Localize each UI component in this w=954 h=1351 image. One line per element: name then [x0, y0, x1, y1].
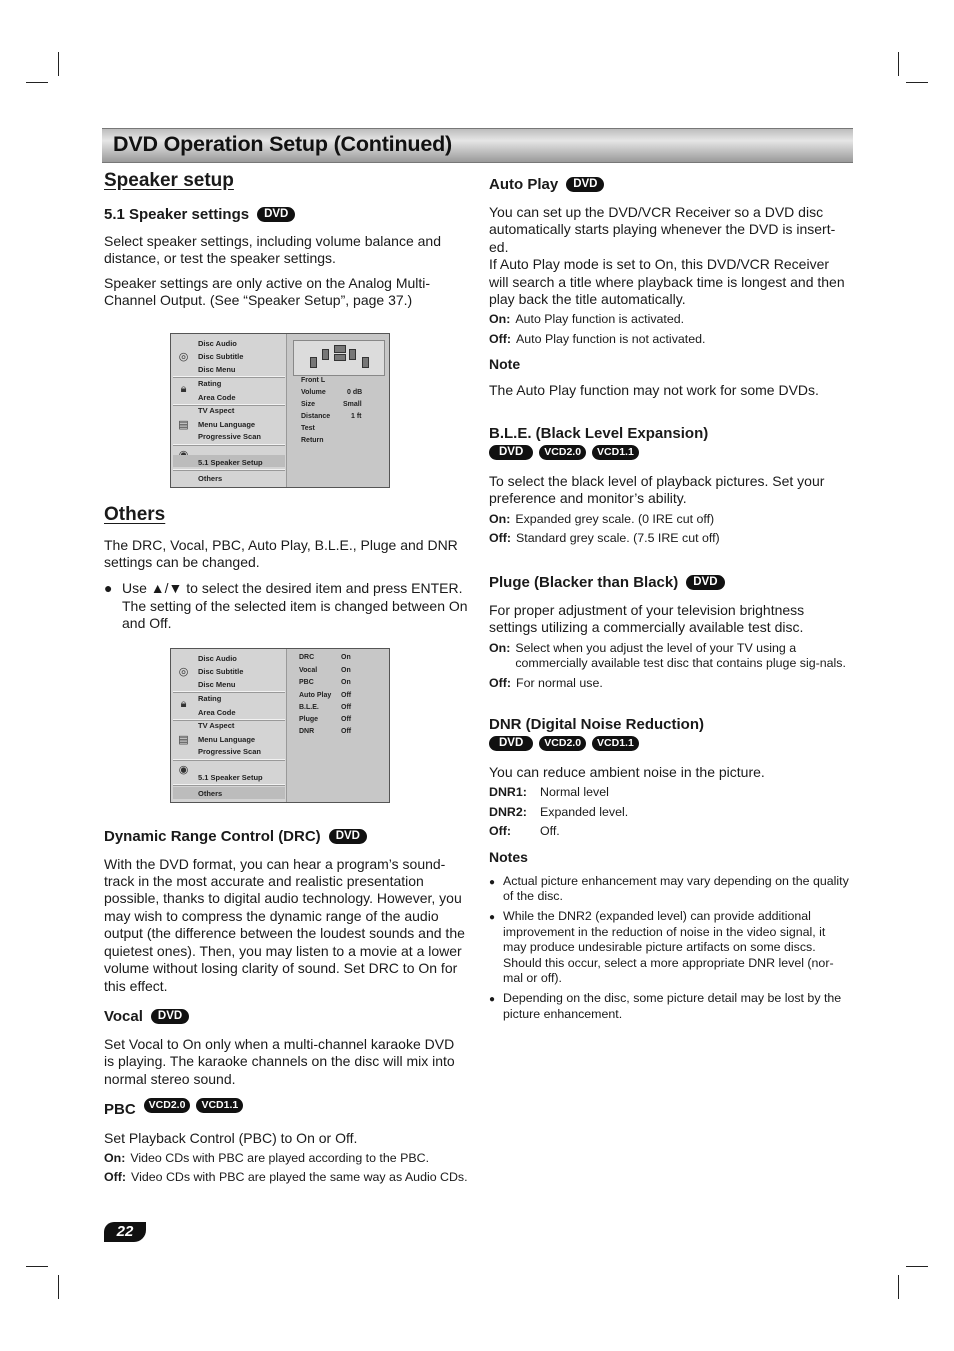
- dnr-badges: [489, 736, 849, 751]
- left-column: [104, 170, 468, 1186]
- menu-item-menu-language: Menu Language: [198, 734, 256, 744]
- menu-divider: [173, 784, 285, 786]
- menu-divider: [173, 376, 285, 378]
- speaker-setup-title: Speaker setup: [104, 170, 234, 191]
- menu-item-rating: Rating: [198, 378, 222, 388]
- speaker-settings-text: Select speaker settings, including volume balance and distance, or test the speaker settings.: [104, 233, 441, 267]
- menu-item-disc-menu: Disc Menu: [198, 679, 236, 689]
- dnr-off-key: Off:: [489, 824, 512, 839]
- ble-off-definition: [489, 531, 849, 547]
- ble-off-text: Standard grey scale. (7.5 IRE cut off): [516, 531, 720, 546]
- pluge-off-definition: [489, 676, 849, 692]
- dnr-note: [489, 874, 849, 905]
- ble-badges: [489, 445, 849, 460]
- bullet-dot: ●: [104, 580, 113, 597]
- pbc-off-text: Video CDs with PBC are played the same way as Audio CDs.: [131, 1170, 468, 1185]
- dnr-note-text: While the DNR2 (expanded level) can provide additional improvement in the reduction of noise in the video signal, it may produce undesirable picture artifacts on some discs. Should this occur, select a more appropriate DNR level (nor-mal or off).: [503, 909, 834, 986]
- dnr2-definition: [489, 805, 849, 821]
- pbc-on-text: Video CDs with PBC are played according to the PBC.: [130, 1150, 430, 1165]
- menu-item-area-code: Area Code: [198, 707, 236, 717]
- drc-heading: [104, 828, 468, 845]
- drc-text: With the DVD format, you can hear a program’s sound-track in the most accurate and realistic presentation possible, thanks to digital audio technology. However, you may wish to compress the dynamic range of the audio output (the difference between the loudest sounds and the quietest ones). Then, you may listen to a movie at a lower volume without losing clarity of sound. Set DRC to On for this effect.: [104, 855, 465, 994]
- autoplay-text-2: If Auto Play mode is set to On, this DVD/VCR Receiver will search a title where playback time is longest and then play back the title automatically.: [489, 256, 845, 308]
- vcd11-badge: VCD1.1: [196, 1098, 243, 1113]
- menu-item-disc-menu: Disc Menu: [198, 364, 236, 374]
- right-column: [489, 176, 849, 1022]
- lock-icon: 🔒︎: [180, 382, 187, 395]
- pluge-title: Pluge (Blacker than Black): [489, 574, 679, 592]
- setting-value: On: [341, 653, 351, 661]
- setting-label: Test: [301, 424, 315, 432]
- dnr2-key: DNR2:: [489, 804, 527, 819]
- menu-item-disc-audio: Disc Audio: [198, 338, 237, 348]
- autoplay-heading: [489, 176, 849, 193]
- pluge-text: For proper adjustment of your television brightness settings utilizing a commercially available test disc.: [489, 602, 805, 636]
- autoplay-note-title: Note: [489, 355, 521, 372]
- setting-value: Off: [341, 691, 352, 699]
- setting-label: B.L.E.: [299, 703, 319, 711]
- dnr2-text: Expanded level.: [540, 804, 629, 819]
- menu-divider: [173, 759, 285, 761]
- menu-item-others: Others: [198, 788, 223, 798]
- crop-mark: [898, 52, 899, 76]
- speaker-settings-note: Speaker settings are only active on the Analog Multi-Channel Output. (See “Speaker Setup”, page 37.): [104, 274, 431, 309]
- dvd-badge: DVD: [257, 207, 295, 222]
- dvd-badge: DVD: [566, 177, 604, 192]
- setting-value: 1 ft: [351, 412, 362, 420]
- setting-value: Off: [341, 727, 352, 735]
- menu-divider: [173, 444, 285, 446]
- setting-label: Distance: [301, 412, 331, 420]
- menu-item-progressive-scan: Progressive Scan: [198, 746, 261, 756]
- autoplay-title: Auto Play: [489, 176, 559, 193]
- speaker-layout-diagram: [293, 340, 385, 376]
- dnr1-key: DNR1:: [489, 785, 527, 800]
- menu-divider: [173, 469, 285, 471]
- vocal-text: Set Vocal to On only when a multi-channel karaoke DVD is playing. The karaoke channels on the disc will mix into normal stereo sound.: [104, 1035, 455, 1087]
- dnr-note: [489, 991, 849, 1022]
- lock-icon: 🔒︎: [180, 697, 187, 710]
- pbc-off-definition: [104, 1170, 468, 1186]
- menu-left-panel: [171, 334, 287, 487]
- disc-icon: ◎: [178, 665, 189, 678]
- pbc-off-key: Off:: [104, 1170, 127, 1185]
- speaker-icon: ◉: [178, 763, 189, 776]
- vcd11-badge: VCD1.1: [592, 736, 639, 751]
- crop-mark: [26, 1266, 48, 1267]
- pbc-text: Set Playback Control (PBC) to On or Off.: [104, 1130, 358, 1147]
- setting-label: Return: [301, 436, 324, 444]
- menu-item-disc-subtitle: Disc Subtitle: [198, 351, 244, 361]
- setting-value: Off: [341, 715, 352, 723]
- setting-value: 0 dB: [347, 388, 363, 396]
- page-number: 22: [104, 1222, 146, 1242]
- crop-mark: [898, 1275, 899, 1299]
- pluge-off-key: Off:: [489, 676, 512, 691]
- autoplay-on-key: On:: [489, 312, 511, 327]
- dnr-note-text: Depending on the disc, some picture detail may be lost by the picture enhancement.: [503, 990, 842, 1021]
- pluge-off-text: For normal use.: [516, 676, 603, 691]
- setting-label: Volume: [301, 388, 326, 396]
- others-bullet-text: Use ▲/▼ to select the desired item and press ENTER. The setting of the selected item is changed between On and Off.: [122, 580, 468, 632]
- ble-text: To select the black level of playback pictures. Set your preference and monitor’s ability.: [489, 473, 825, 507]
- pbc-heading: [104, 1101, 468, 1118]
- pbc-on-definition: [104, 1151, 468, 1167]
- autoplay-off-text: Auto Play function is not activated.: [516, 332, 706, 347]
- menu-item-menu-language: Menu Language: [198, 419, 256, 429]
- dvd-badge: DVD: [329, 829, 367, 844]
- dvd-badge: DVD: [489, 736, 533, 751]
- dnr-text: You can reduce ambient noise in the picture.: [489, 763, 765, 780]
- crop-mark: [58, 1275, 59, 1299]
- page-header: [102, 128, 853, 163]
- menu-left-panel: [171, 649, 287, 802]
- autoplay-off-key: Off:: [489, 332, 512, 347]
- others-menu-screen: [170, 648, 390, 803]
- menu-item-speaker-setup: 5.1 Speaker Setup: [198, 457, 263, 467]
- crop-mark: [906, 82, 928, 83]
- autoplay-on-definition: [489, 312, 849, 328]
- vcd11-badge: VCD1.1: [592, 445, 639, 460]
- speaker-settings-heading: [104, 206, 468, 223]
- others-text: The DRC, Vocal, PBC, Auto Play, B.L.E., Pluge and DNR settings can be changed.: [104, 536, 458, 571]
- dvd-badge: DVD: [686, 575, 724, 590]
- setting-label: Auto Play: [299, 691, 332, 699]
- crop-mark: [58, 52, 59, 76]
- menu-item-tv-aspect: TV Aspect: [198, 720, 235, 730]
- dnr-title: DNR (Digital Noise Reduction): [489, 715, 705, 733]
- pbc-on-key: On:: [104, 1150, 126, 1165]
- vcd20-badge: VCD2.0: [144, 1098, 191, 1113]
- tv-icon: ▤: [178, 733, 189, 746]
- setting-value: On: [341, 678, 351, 686]
- setting-label: PBC: [299, 678, 314, 686]
- menu-item-rating: Rating: [198, 693, 222, 703]
- ble-off-key: Off:: [489, 531, 512, 546]
- setting-label: DNR: [299, 727, 315, 735]
- vcd20-badge: VCD2.0: [539, 445, 586, 460]
- crop-mark: [906, 1266, 928, 1267]
- pbc-title: PBC: [104, 1101, 136, 1119]
- drc-title: Dynamic Range Control (DRC): [104, 827, 321, 845]
- ble-on-text: Expanded grey scale. (0 IRE cut off): [515, 511, 715, 526]
- setting-label: Vocal: [299, 666, 318, 674]
- autoplay-off-definition: [489, 332, 849, 348]
- menu-item-disc-audio: Disc Audio: [198, 653, 237, 663]
- others-bullet: [104, 580, 468, 632]
- setting-value: On: [341, 666, 351, 674]
- setting-value: Off: [341, 703, 352, 711]
- menu-right-panel: [287, 649, 389, 802]
- dnr-note: [489, 909, 849, 987]
- bullet-dot: ●: [489, 876, 496, 888]
- pbc-badges: [144, 1098, 244, 1113]
- dnr1-definition: [489, 785, 849, 801]
- speaker-settings-title: 5.1 Speaker settings: [104, 206, 250, 223]
- ble-title: B.L.E. (Black Level Expansion): [489, 425, 709, 443]
- menu-item-area-code: Area Code: [198, 392, 236, 402]
- page-title: DVD Operation Setup (Continued): [113, 132, 452, 156]
- pluge-on-definition: [489, 641, 849, 672]
- pluge-on-key: On:: [489, 640, 511, 655]
- bullet-dot: ●: [489, 993, 496, 1005]
- pluge-on-text: Select when you adjust the level of your TV using a commercially available test disc that contains pluge sig-nals.: [515, 640, 846, 671]
- speaker-setup-menu-screen: [170, 333, 390, 488]
- disc-icon: ◎: [178, 350, 189, 363]
- menu-item-disc-subtitle: Disc Subtitle: [198, 666, 244, 676]
- dnr-off-text: Off.: [540, 824, 560, 839]
- vocal-heading: [104, 1008, 468, 1025]
- dnr-note-text: Actual picture enhancement may vary depending on the quality of the disc.: [503, 873, 849, 904]
- setting-label: Front L: [301, 376, 326, 384]
- ble-on-definition: [489, 512, 849, 528]
- setting-label: DRC: [299, 653, 315, 661]
- menu-highlight: [173, 787, 285, 799]
- dvd-badge: DVD: [489, 445, 533, 460]
- menu-item-others: Others: [198, 473, 223, 483]
- autoplay-note-text: The Auto Play function may not work for some DVDs.: [489, 381, 819, 398]
- pluge-heading: [489, 574, 849, 591]
- menu-divider: [173, 691, 285, 693]
- menu-item-speaker-setup: 5.1 Speaker Setup: [198, 772, 263, 782]
- setting-label: Pluge: [299, 715, 319, 723]
- vcd20-badge: VCD2.0: [539, 736, 586, 751]
- setting-label: Size: [301, 400, 316, 408]
- dvd-badge: DVD: [151, 1009, 189, 1024]
- menu-item-tv-aspect: TV Aspect: [198, 405, 235, 415]
- dnr-off-definition: [489, 824, 849, 840]
- setting-value: Small: [343, 400, 362, 408]
- autoplay-text: You can set up the DVD/VCR Receiver so a DVD disc automatically starts playing whenever the DVD is insert-ed.: [489, 204, 836, 255]
- dnr-notes-title: Notes: [489, 848, 528, 865]
- vocal-title: Vocal: [104, 1007, 143, 1025]
- ble-on-key: On:: [489, 511, 511, 526]
- menu-item-progressive-scan: Progressive Scan: [198, 431, 261, 441]
- menu-right-panel: [287, 334, 389, 487]
- tv-icon: ▤: [178, 418, 189, 431]
- others-title: Others: [104, 503, 166, 525]
- dnr1-text: Normal level: [540, 785, 609, 800]
- crop-mark: [26, 82, 48, 83]
- autoplay-on-text: Auto Play function is activated.: [515, 312, 685, 327]
- bullet-dot: ●: [489, 912, 496, 923]
